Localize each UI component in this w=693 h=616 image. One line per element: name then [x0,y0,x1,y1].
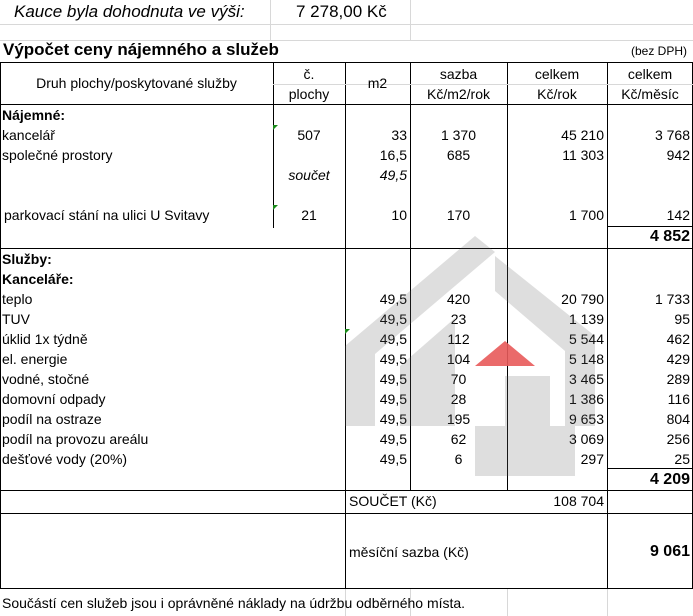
row-month: 289 [666,371,690,387]
services-sub-label: Kanceláře: [2,271,74,287]
row-year: 1 139 [568,311,604,327]
row-m2: 49,5 [379,291,407,307]
rent-total-month: 4 852 [649,228,690,245]
sum-label: SOUČET (Kč) [349,493,437,509]
row-year: 5 544 [568,331,604,347]
footnote: Součástí cen služeb jsou i oprávněné náklady na údržbu odběrného místa. [2,595,466,611]
row-m2: 49,5 [379,411,407,427]
parking-name: parkovací stání na ulici U Svitavy [4,207,210,223]
row-m2: 49,5 [379,331,407,347]
row-m2: 49,5 [379,431,407,447]
row-year: 9 653 [568,411,604,427]
table-row [0,369,693,389]
rent-section-row [0,105,693,125]
row-year: 297 [580,451,604,467]
table-row [0,125,693,145]
row-year: 45 210 [561,127,604,143]
row-m2: 49,5 [379,311,407,327]
monthly-label: měsíční sazba (Kč) [349,544,469,560]
row-month: 462 [666,331,690,347]
services-section-label: Služby: [2,251,52,267]
table-header [0,62,693,104]
row-month: 256 [666,431,690,447]
row-name: kancelář [2,127,55,143]
row-year: 5 148 [568,351,604,367]
header-month-2: Kč/měsíc [621,86,679,102]
row-m2: 49,5 [379,167,407,183]
row-month: 942 [666,147,690,163]
row-m2: 49,5 [379,391,407,407]
header-num-2: plochy [288,86,330,102]
row-rate: 1 370 [440,127,477,143]
table-row [0,309,693,329]
parking-m2: 10 [391,207,407,223]
row-name: podíl na provozu areálu [2,431,149,447]
row-name: teplo [2,291,33,307]
parking-rate: 170 [446,207,471,223]
row-name: společné prostory [2,147,113,163]
page-title: Výpočet ceny nájemného a služeb [3,40,279,59]
row-rate: 685 [446,147,471,163]
row-month: 3 768 [654,127,690,143]
row-name: vodné, stočné [2,371,90,387]
header-month-1: celkem [627,66,673,82]
services-total-row [0,469,693,490]
monthly-row [0,540,693,564]
header-type: Druh plochy/poskytované služby [36,75,237,91]
row-year: 20 790 [561,291,604,307]
row-rate: 195 [446,411,471,427]
table-row [0,145,693,165]
row-rate: 28 [450,391,467,407]
rent-total-row [0,226,693,248]
sum-value: 108 704 [553,493,604,509]
table-row [0,329,693,349]
row-rate: 420 [446,291,471,307]
table-row [0,289,693,309]
deposit-value: 7 278,00 Kč [296,2,387,21]
row-month: 804 [666,411,690,427]
row-month: 1 733 [654,291,690,307]
row-name: TUV [2,311,30,327]
parking-year: 1 700 [568,207,604,223]
footnote-row [0,592,693,614]
row-m2: 33 [391,127,407,143]
row-name: dešťové vody (20%) [2,451,128,467]
header-num-1: č. [303,66,315,82]
row-month: 95 [674,311,690,327]
title-row [0,40,693,62]
row-m2: 16,5 [379,147,407,163]
row-sum-label: součet [288,167,330,183]
table-row [0,349,693,369]
parking-month: 142 [666,207,690,223]
row-m2: 49,5 [379,351,407,367]
header-year-1: celkem [534,66,580,82]
table-row [0,389,693,409]
row-name: domovní odpady [2,391,106,407]
row-m2: 49,5 [379,451,407,467]
header-year-2: Kč/rok [537,86,577,102]
monthly-value: 9 061 [649,543,690,560]
parking-num: 21 [301,207,317,223]
row-month: 429 [666,351,690,367]
row-name: el. energie [2,351,68,367]
row-rate: 112 [447,331,470,347]
row-name: úklid 1x týdně [2,331,88,347]
row-rate: 104 [446,351,471,367]
row-m2: 49,5 [379,371,407,387]
row-year: 3 465 [568,371,604,387]
row-num: 507 [297,127,321,143]
row-rate: 23 [450,311,467,327]
rent-section-label: Nájemné: [2,107,66,123]
sum-row [0,491,693,513]
row-month: 25 [674,451,690,467]
row-rate: 6 [454,451,463,467]
services-total-month: 4 209 [649,471,690,488]
row-name: podíl na ostraze [2,411,102,427]
header-rate-1: sazba [439,66,478,82]
row-month: 116 [667,391,690,407]
row-year: 11 303 [562,147,604,163]
row-year: 3 069 [568,431,604,447]
header-m2: m2 [367,75,388,91]
row-year: 1 386 [568,391,604,407]
row-rate: 62 [450,431,467,447]
deposit-row [0,0,693,24]
services-sub-row [0,269,693,289]
row-num [273,145,345,165]
table-row [0,429,693,449]
table-row [0,409,693,429]
table-row [0,205,693,225]
header-rate-2: Kč/m2/rok [426,86,490,102]
services-section-row [0,249,693,269]
row-rate: 70 [450,371,467,387]
deposit-label: Kauce byla dohodnuta ve výši: [14,2,245,21]
vat-note: (bez DPH) [630,44,687,58]
table-row [0,449,693,469]
table-row [0,165,693,185]
